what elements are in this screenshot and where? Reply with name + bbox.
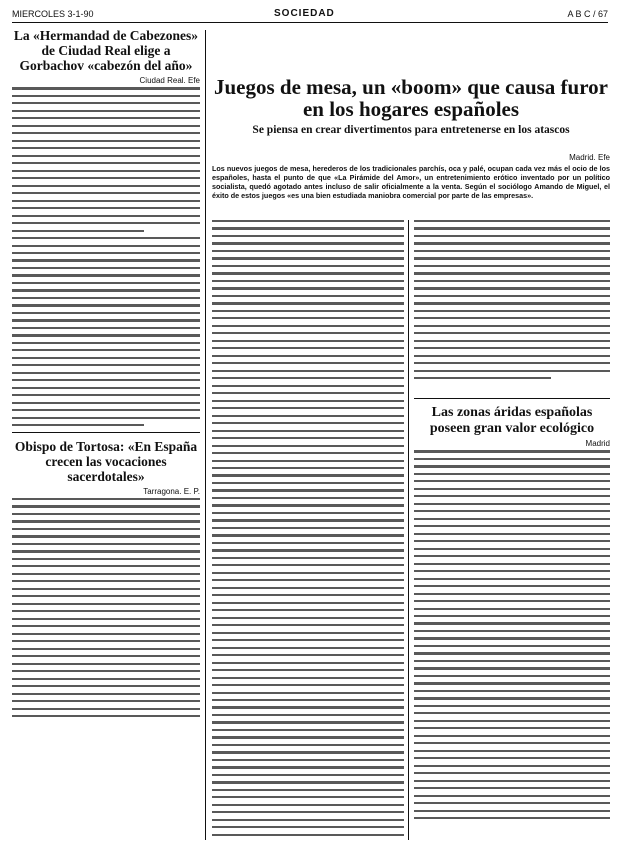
juegos-subtitle: Se piensa en crear divertimentos para entretenerse en los atascos — [252, 124, 570, 137]
header-section: SOCIEDAD — [274, 8, 335, 19]
juegos-title: Juegos de mesa, un «boom» que causa furor en los hogares españoles — [214, 75, 608, 122]
tortosa-title: Obispo de Tortosa: «En España crecen las vocaciones sacerdotales» — [14, 438, 198, 484]
zonas-dateline: Madrid — [585, 439, 610, 449]
zonas-article — [414, 398, 610, 842]
cabezones-body — [12, 87, 200, 426]
juegos-dateline: Madrid. Efe — [569, 153, 610, 162]
column-divider — [205, 30, 206, 840]
cabezones-dateline: Ciudad Real. Efe — [139, 76, 200, 86]
juegos-body-col2 — [414, 220, 610, 390]
left-column — [12, 28, 200, 846]
zonas-body — [414, 450, 610, 819]
article-separator — [12, 432, 200, 433]
juegos-lead: Los nuevos juegos de mesa, herederos de los tradicionales parchís, oca y palé, ocupan cada vez más el ocio de los españoles, hasta el punto de que «La Pirámide del Amor», un entretenimiento erótico inventado por un político socialista, quedó agotado antes incluso de salir oficialmente a la venta. Según el sociólogo Amando de Miguel, el éxito de estos juegos «es una bien estudiada maniobra comercial por parte de las empresas». — [212, 164, 610, 200]
tortosa-body — [12, 498, 200, 717]
tortosa-dateline: Tarragona. E. P. — [143, 486, 200, 496]
juegos-body-col1 — [212, 220, 404, 842]
zonas-separator — [414, 398, 610, 399]
header-page: A B C / 67 — [567, 9, 608, 19]
cabezones-title: La «Hermandad de Cabezones» de Ciudad Real elige a Gorbachov «cabezón del año» — [13, 28, 199, 74]
header-date: MIERCOLES 3-1-90 — [12, 9, 94, 19]
page-header — [12, 8, 608, 23]
juegos-header — [212, 72, 610, 142]
juegos-lead-block — [212, 150, 610, 212]
inner-divider — [408, 220, 409, 840]
zonas-title: Las zonas áridas españolas poseen gran valor ecológico — [429, 405, 595, 436]
